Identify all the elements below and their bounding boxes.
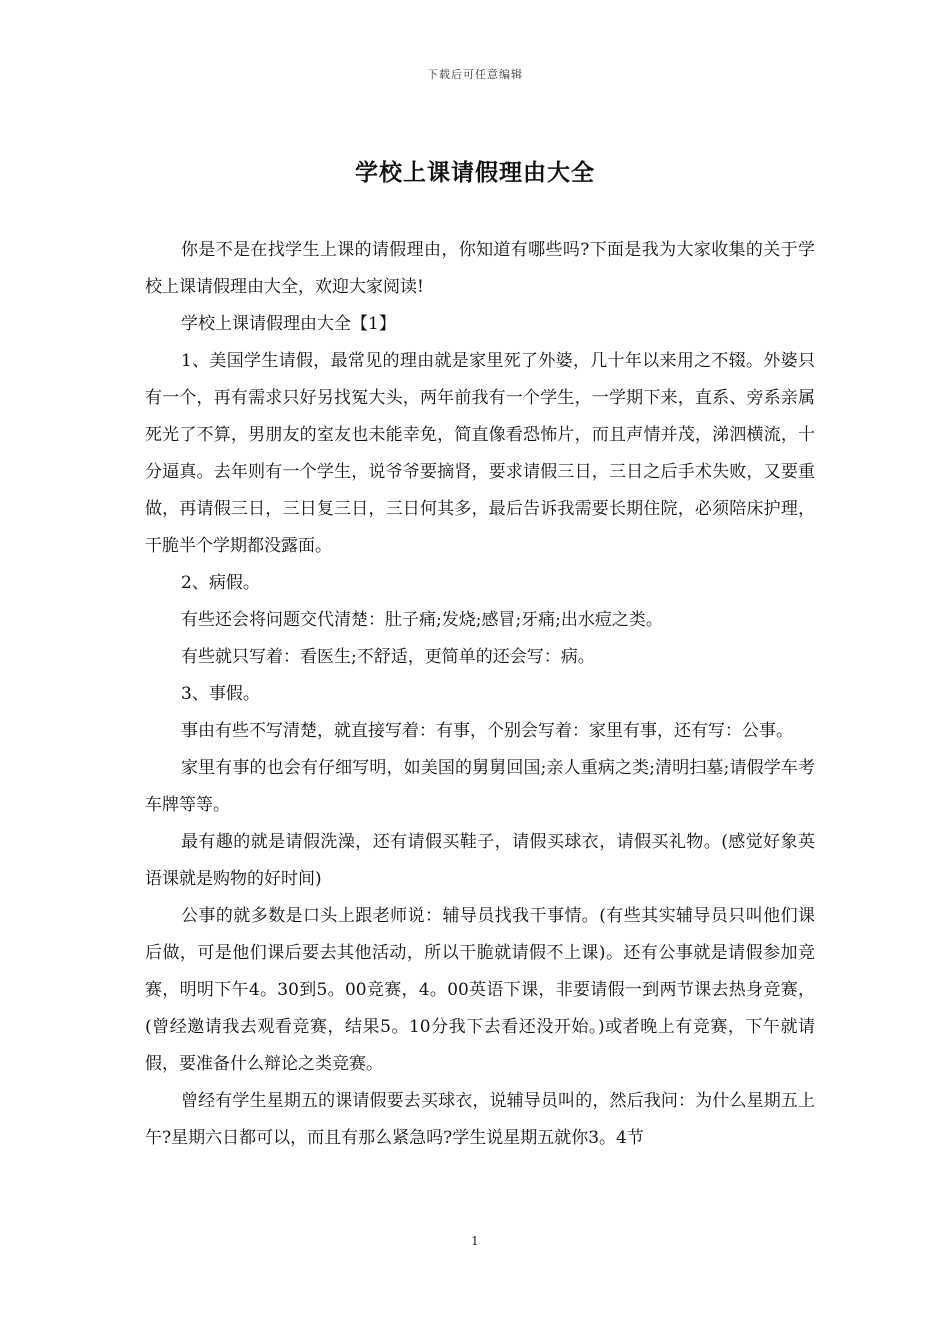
document-title: 学校上课请假理由大全 <box>355 160 595 186</box>
document-body <box>145 232 815 1157</box>
paragraph-official-business: 公事的就多数是口头上跟老师说：辅导员找我干事情。(有些其实辅导员只叫他们课后做，可是他们课后要去其他活动，所以干脆就请假不上课)。还有公事就是请假参加竞赛，明明下午4。30到5。00竞赛，4。00英语下课，非要请假一到两节课去热身竞赛，(曾经邀请我去观看竞赛，结果5。10分我下去看还没开始。)或者晚上有竞赛，下午就请假，要准备什么辩论之类竞赛。 <box>145 906 815 1074</box>
paragraph-item-2-heading: 2、病假。 <box>181 573 260 593</box>
paragraph-sick-simple: 有些就只写着：看医生;不舒适，更简单的还会写：病。 <box>181 647 595 667</box>
paragraph-personal-reason: 事由有些不写清楚，就直接写着：有事，个别会写着：家里有事，还有写：公事。 <box>181 721 793 741</box>
page-header-note: 下载后可任意编辑 <box>427 68 523 81</box>
paragraph-intro: 你是不是在找学生上课的请假理由，你知道有哪些吗?下面是我为大家收集的关于学校上课请假理由大全，欢迎大家阅读! <box>145 240 815 297</box>
paragraph-sick-detail: 有些还会将问题交代清楚：肚子痛;发烧;感冒;牙痛;出水痘之类。 <box>181 610 663 630</box>
paragraph-family-matters: 家里有事的也会有仔细写明，如美国的舅舅回国;亲人重病之类;清明扫墓;请假学车考车牌等等。 <box>145 758 815 815</box>
paragraph-item-3-heading: 3、事假。 <box>181 684 260 704</box>
paragraph-friday-story: 曾经有学生星期五的课请假要去买球衣，说辅导员叫的，然后我问：为什么星期五上午?星期六日都可以，而且有那么紧急吗?学生说星期五就你3。4节 <box>145 1091 815 1148</box>
paragraph-funny-reasons: 最有趣的就是请假洗澡，还有请假买鞋子，请假买球衣，请假买礼物。(感觉好象英语课就是购物的好时间) <box>145 832 815 889</box>
paragraph-item-1: 1、美国学生请假，最常见的理由就是家里死了外婆，几十年以来用之不辍。外婆只有一个，再有需求只好另找冤大头，两年前我有一个学生，一学期下来，直系、旁系亲属死光了不算，男朋友的室友也未能幸免，简直像看恐怖片，而且声情并茂，涕泗横流，十分逼真。去年则有一个学生，说爷爷要摘肾，要求请假三日，三日之后手术失败，又要重做，再请假三日，三日复三日，三日何其多，最后告诉我需要长期住院，必须陪床护理，干脆半个学期都没露面。 <box>145 351 815 556</box>
paragraph-section-heading: 学校上课请假理由大全【1】 <box>181 314 396 334</box>
page-number: 1 <box>471 1234 479 1248</box>
